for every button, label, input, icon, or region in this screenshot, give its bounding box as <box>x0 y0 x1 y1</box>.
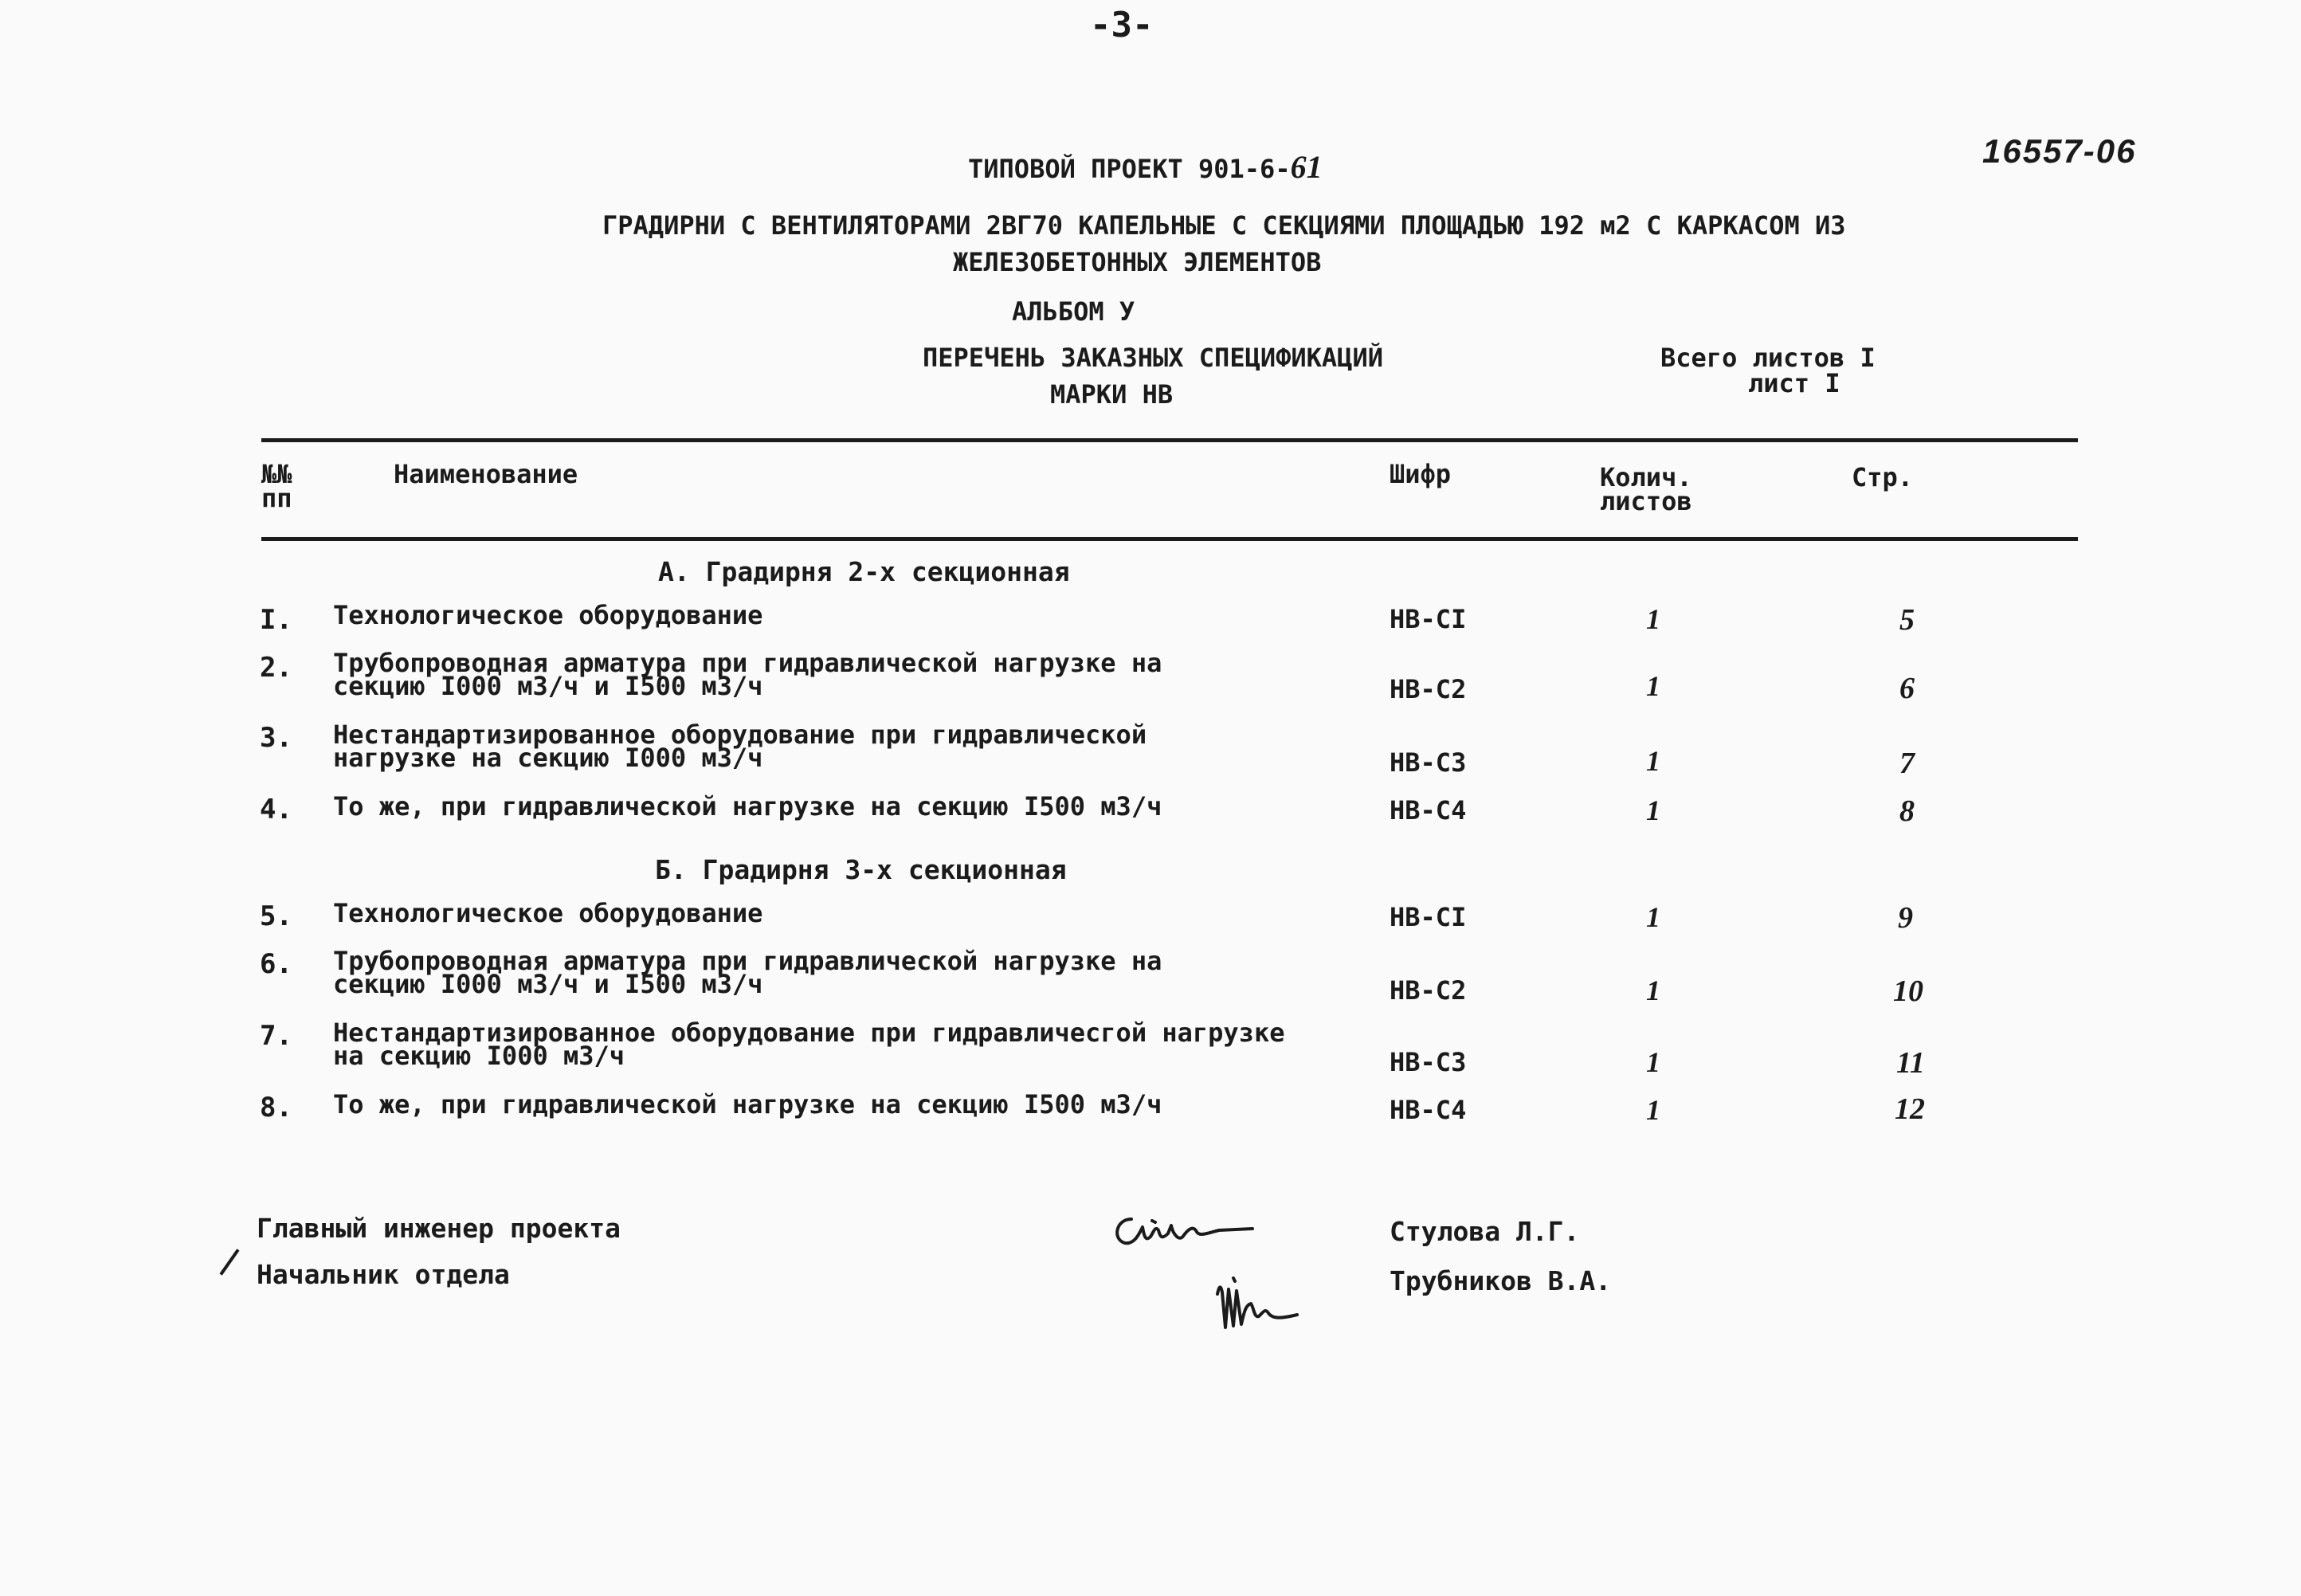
row-name <box>333 791 1162 822</box>
page-number: -3- <box>1090 5 1154 45</box>
album-label: АЛЬБОМ У <box>1012 296 1135 327</box>
row-number: I. <box>260 604 292 636</box>
row-name-line: То же, при гидравлической нагрузке на секцию I500 м3/ч <box>333 1089 1162 1120</box>
row-sheet-count: 1 <box>1646 670 1660 702</box>
row-code: НВ-С3 <box>1390 1047 1467 1077</box>
row-number: 3. <box>260 722 292 754</box>
list-title-line-2: МАРКИ НВ <box>1050 379 1174 410</box>
row-name-line: секцию I000 м3/ч и I500 м3/ч <box>333 969 763 999</box>
row-code: НВ-С2 <box>1390 674 1467 704</box>
row-name <box>333 898 763 928</box>
document-title-line-1: ГРАДИРНИ С ВЕНТИЛЯТОРАМИ 2ВГ70 КАПЕЛЬНЫЕ С СЕКЦИЯМИ ПЛОЩАДЬЮ 192 м2 С КАРКАСОМ ИЗ <box>602 210 1846 241</box>
sheet-number: лист I <box>1748 368 1840 398</box>
row-name-line: Нестандартизированное оборудование при гидравлической <box>333 720 1147 750</box>
row-code: НВ-СI <box>1390 604 1467 634</box>
archive-number: 16557-06 <box>1982 132 2137 170</box>
row-name-line: Нестандартизированное оборудование при гидравличесгой нагрузке <box>333 1018 1285 1048</box>
row-number: 2. <box>260 652 292 684</box>
row-name-line: Трубопроводная арматура при гидравлической нагрузке на <box>333 648 1162 678</box>
project-suffix: 61 <box>1290 149 1323 185</box>
chief-engineer-role: Главный инженер проекта <box>257 1213 621 1244</box>
row-page: 7 <box>1899 747 1915 780</box>
department-head-name: Трубников В.А. <box>1390 1265 1612 1296</box>
column-header-name: Наименование <box>394 459 578 489</box>
row-sheet-count: 1 <box>1646 745 1660 777</box>
project-designation <box>968 148 1323 186</box>
document-title-line-2: ЖЕЛЕЗОБЕТОННЫХ ЭЛЕМЕНТОВ <box>953 247 1322 277</box>
row-name-line: на секцию I000 м3/ч <box>333 1041 625 1071</box>
row-sheet-count: 1 <box>1646 603 1660 635</box>
row-name <box>333 600 763 630</box>
total-sheets: Всего листов I <box>1660 343 1876 373</box>
row-name-line: нагрузке на секцию I000 м3/ч <box>333 743 763 773</box>
row-name <box>333 1018 1285 1071</box>
chief-engineer-name: Стулова Л.Г. <box>1390 1216 1580 1247</box>
table-top-rule <box>261 438 2078 442</box>
row-name <box>333 1089 1162 1120</box>
chief-engineer-signature <box>1107 1202 1267 1257</box>
row-number: 7. <box>260 1020 292 1052</box>
row-number: 6. <box>260 948 292 980</box>
row-sheet-count: 1 <box>1646 1046 1660 1078</box>
column-header-number-line-1: №№ <box>261 459 292 489</box>
row-name <box>333 946 1162 999</box>
row-name-line: То же, при гидравлической нагрузке на секцию I500 м3/ч <box>333 791 1162 822</box>
row-number: 5. <box>260 900 292 932</box>
row-sheet-count: 1 <box>1646 1094 1660 1126</box>
row-page: 6 <box>1899 672 1915 705</box>
row-sheet-count: 1 <box>1646 974 1660 1006</box>
row-code: НВ-С4 <box>1390 795 1467 825</box>
column-header-number-line-2: пп <box>261 483 292 513</box>
row-code: НВ-СI <box>1390 902 1467 932</box>
row-sheet-count: 1 <box>1646 794 1660 826</box>
row-code: НВ-С3 <box>1390 747 1467 778</box>
column-header-count-line-2: листов <box>1600 486 1692 516</box>
tick-mark <box>219 1249 239 1275</box>
row-name-line: Технологическое оборудование <box>333 600 763 630</box>
section-title: Б. Градирня 3-х секционная <box>655 854 1067 885</box>
row-page: 11 <box>1896 1046 1925 1080</box>
row-page: 5 <box>1899 603 1915 637</box>
column-header-count <box>1600 462 1692 516</box>
row-name-line: секцию I000 м3/ч и I500 м3/ч <box>333 671 763 701</box>
table-header-rule <box>261 537 2078 541</box>
row-name <box>333 648 1162 701</box>
row-page: 12 <box>1895 1092 1925 1126</box>
row-name-line: Технологическое оборудование <box>333 898 763 928</box>
list-title-line-1: ПЕРЕЧЕНЬ ЗАКАЗНЫХ СПЕЦИФИКАЦИЙ <box>923 343 1383 373</box>
department-head-role: Начальник отдела <box>257 1259 510 1290</box>
section-title: А. Градирня 2-х секционная <box>658 556 1070 587</box>
department-head-signature <box>1211 1270 1307 1342</box>
column-header-page: Стр. <box>1852 462 1914 492</box>
column-header-count-line-1: Колич. <box>1600 462 1692 492</box>
column-header-number <box>261 459 292 513</box>
row-page: 8 <box>1899 794 1915 828</box>
column-header-code: Шифр <box>1390 459 1452 489</box>
row-number: 8. <box>260 1092 292 1123</box>
row-code: НВ-С2 <box>1390 975 1467 1006</box>
row-page: 10 <box>1893 974 1923 1008</box>
row-sheet-count: 1 <box>1646 901 1660 933</box>
project-prefix: ТИПОВОЙ ПРОЕКТ 901-6- <box>968 154 1291 184</box>
row-name <box>333 720 1147 773</box>
row-name-line: Трубопроводная арматура при гидравлической нагрузке на <box>333 946 1162 976</box>
row-number: 4. <box>260 794 292 825</box>
row-code: НВ-С4 <box>1390 1095 1467 1125</box>
row-page: 9 <box>1898 901 1913 935</box>
